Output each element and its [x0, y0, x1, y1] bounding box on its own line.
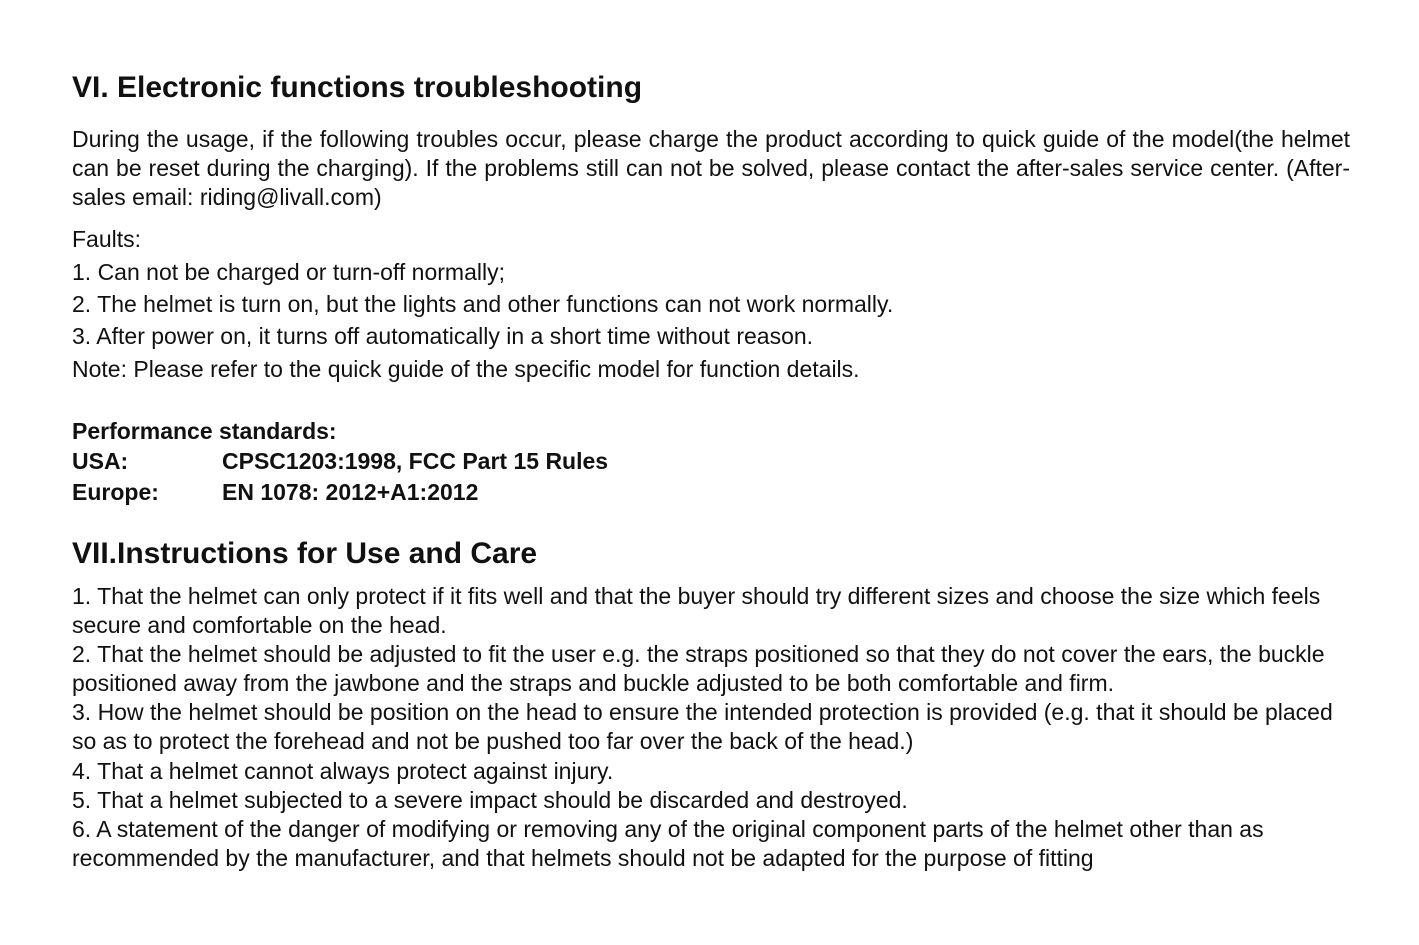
- standard-value-europe: EN 1078: 2012+A1:2012: [222, 479, 479, 505]
- care-instruction-6: 6. A statement of the danger of modifying or removing any of the original component parts of the helmet other than as recommended by the manufacturer, and that helmets should not be adapted for the purpose of fitting: [72, 816, 1264, 871]
- care-instruction-4: 4. That a helmet cannot always protect against injury.: [72, 758, 614, 784]
- standard-region-usa: USA:: [72, 448, 129, 474]
- section-7-title: VII.Instructions for Use and Care: [72, 537, 538, 570]
- function-note: Note: Please refer to the quick guide of the specific model for function details.: [72, 356, 860, 382]
- standards-heading: Performance standards:: [72, 418, 337, 444]
- standard-region-europe: Europe:: [72, 479, 159, 505]
- standard-value-usa: CPSC1203:1998, FCC Part 15 Rules: [222, 448, 609, 474]
- care-instruction-1: 1. That the helmet can only protect if it fits well and that the buyer should try different sizes and choose the size which feels secure and comfortable on the head.: [72, 583, 1321, 638]
- troubleshooting-intro: During the usage, if the following troubles occur, please charge the product according to quick guide of the model(the helmet can be reset during the charging). If the problems still can not be solved, please contact the after-sales service center. (After-sales email: riding@livall.com): [72, 126, 1350, 210]
- care-instruction-2: 2. That the helmet should be adjusted to fit the user e.g. the straps positioned so that they do not cover the ears, the buckle positioned away from the jawbone and the straps and buckle adjusted to be both comfortable and firm.: [72, 641, 1325, 696]
- faults-label: Faults:: [72, 226, 142, 252]
- care-instruction-3: 3. How the helmet should be position on the head to ensure the intended protection is provided (e.g. that it should be placed so as to protect the forehead and not be pushed too far over the back of the head.): [72, 699, 1333, 754]
- fault-item-2: 2. The helmet is turn on, but the lights and other functions can not work normally.: [72, 291, 894, 317]
- section-6-title: VI. Electronic functions troubleshooting: [72, 71, 643, 104]
- fault-item-3: 3. After power on, it turns off automatically in a short time without reason.: [72, 323, 814, 349]
- care-instruction-5: 5. That a helmet subjected to a severe impact should be discarded and destroyed.: [72, 787, 908, 813]
- fault-item-1: 1. Can not be charged or turn-off normally;: [72, 259, 505, 285]
